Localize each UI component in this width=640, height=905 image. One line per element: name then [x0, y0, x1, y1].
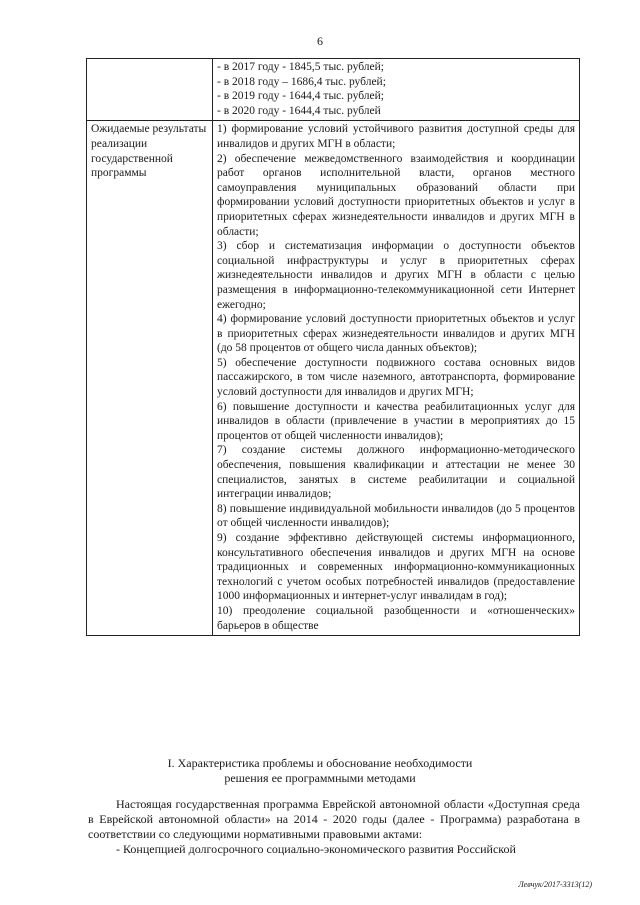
table-row — [87, 121, 580, 636]
results-cell — [213, 121, 580, 636]
funding-line: - в 2020 году - 1644,4 тыс. рублей — [217, 104, 381, 117]
result-item: 4) формирование условий доступности приоритетных объектов и услуг в приоритетных сферах жизнедеятельности инвалидов и других МГН (до 58 процентов от общего числа данных объектов); — [217, 313, 575, 355]
funding-line: - в 2018 году – 1686,4 тыс. рублей; — [217, 75, 386, 88]
funding-cell — [213, 59, 580, 121]
result-item: 2) обеспечение межведомственного взаимодействия и координации работ органов исполнительной власти, органов местного самоуправления муниципальных образований области при формировании условий доступности приоритетных объектов и услуг в приоритетных сферах жизнедеятельности инвалидов и других МГН в области; — [217, 152, 575, 238]
body-paragraph: - Концепцией долгосрочного социально-экономического развития Российской — [116, 842, 516, 856]
section-title-line: I. Характеристика проблемы и обоснование необходимости — [167, 756, 473, 770]
results-label-cell — [87, 121, 213, 636]
result-item: 1) формирование условий устойчивого развития доступной среды для инвалидов и других МГН в области; — [217, 123, 575, 150]
result-item: 3) сбор и систематизация информации о доступности объектов социальной инфраструктуры и услуг в приоритетных сферах жизнедеятельности инвалидов и других МГН в области с целью размещения в информационно-телекоммуникационной сети Интернет ежегодно; — [217, 240, 575, 311]
results-label: Ожидаемые результаты реализации государственной программы — [91, 123, 207, 180]
result-item: 7) создание системы должного информационно-методического обеспечения, повышения квалификации и аттестации не менее 30 специалистов, занятых в системе реабилитации и социальной интеграции инвалидов; — [217, 444, 575, 501]
body-paragraph: Настоящая государственная программа Еврейской автономной области «Доступная среда в Еврейской автономной области» на 2014 - 2020 годы (далее - Программа) разработана в соответствии со следующими нормативными правовыми актами: — [88, 797, 580, 841]
funding-line: - в 2017 году - 1845,5 тыс. рублей; — [217, 61, 384, 73]
result-item: 9) создание эффективно действующей системы информационного, консультативного обеспечения инвалидов и других МГН на основе традиционных и современных информационно-коммуникационных технологий с учетом особых потребностей инвалидов (предоставление 1000 информационных и интернет-услуг инвалидам в год); — [217, 532, 575, 603]
funding-line: - в 2019 году - 1644,4 тыс. рублей; — [217, 90, 384, 103]
table-row — [87, 59, 580, 121]
document-footer-code: Левчук/2017-3313(12) — [518, 880, 592, 889]
page-number: 6 — [317, 34, 323, 48]
program-passport-table — [86, 58, 580, 636]
result-item: 5) обеспечение доступности подвижного состава основных видов пассажирского, в том числе наземного, автотранспорта, формирование условий доступности для инвалидов и других МГН; — [217, 356, 575, 399]
body-text — [88, 797, 580, 857]
result-item: 10) преодоление социальной разобщенности и «отношенческих» барьеров в обществе — [217, 604, 575, 632]
empty-label-cell — [87, 59, 213, 121]
section-title — [0, 756, 640, 786]
result-item: 6) повышение доступности и качества реабилитационных услуг для инвалидов в области (привлечение в участии в мероприятиях до 15 процентов от общей численности инвалидов); — [217, 400, 575, 442]
result-item: 8) повышение индивидуальной мобильности инвалидов (до 5 процентов от общей численности инвалидов); — [217, 502, 575, 530]
section-title-line: решения ее программными методами — [224, 771, 416, 785]
